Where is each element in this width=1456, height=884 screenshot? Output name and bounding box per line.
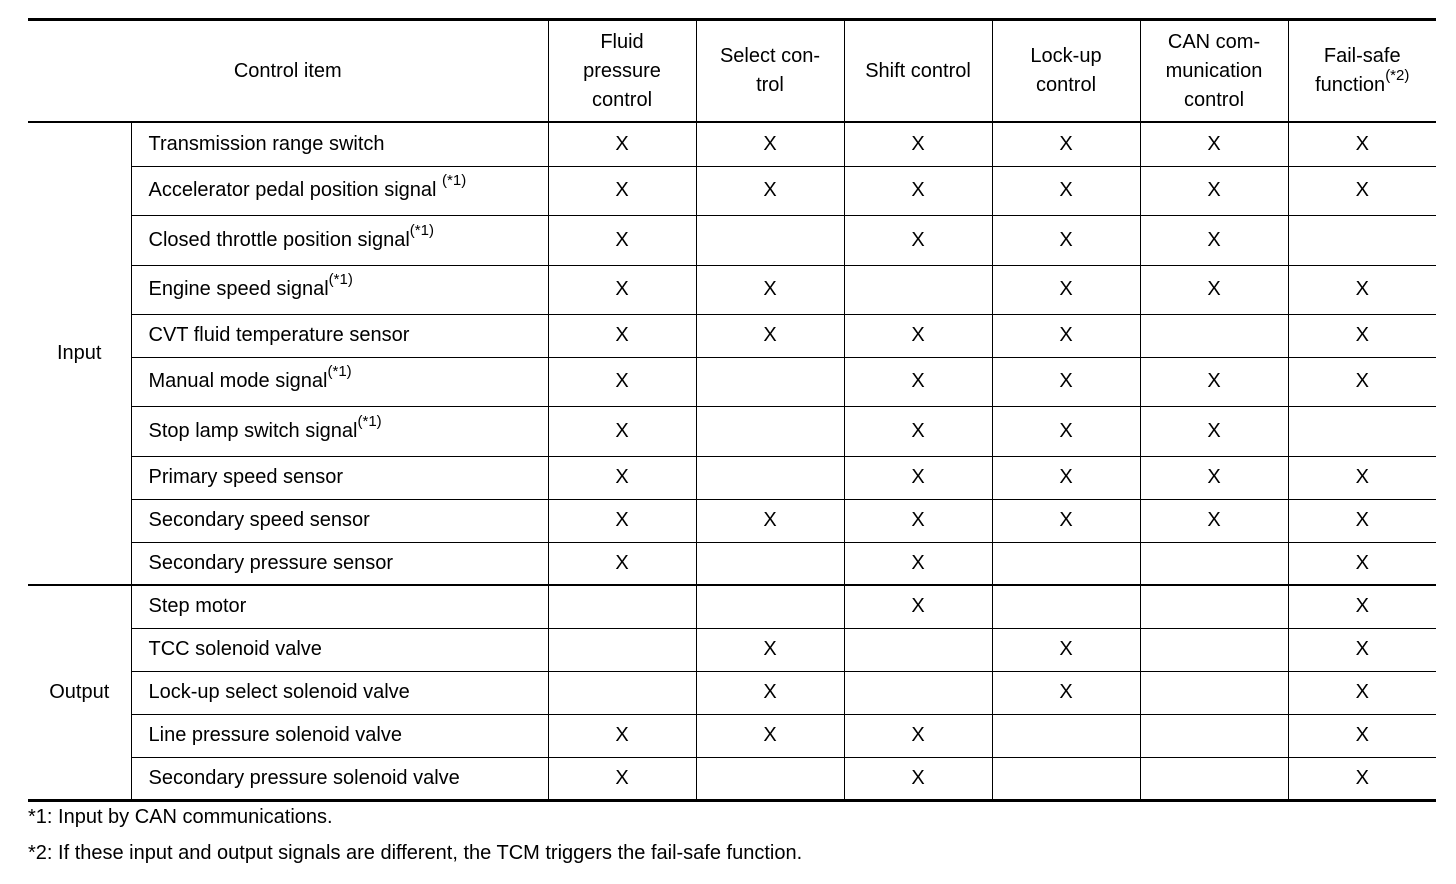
mark-cell	[992, 215, 1140, 265]
control-item-table	[28, 18, 1436, 802]
x-mark: X	[615, 132, 629, 155]
x-mark: X	[911, 228, 925, 251]
mark-cell	[1140, 166, 1288, 215]
x-mark: X	[911, 766, 925, 789]
mark-cell	[1140, 757, 1288, 800]
x-mark: X	[615, 466, 629, 488]
mark-cell	[696, 406, 844, 456]
mark-cell	[696, 215, 844, 265]
control-item-cell	[131, 215, 548, 265]
mark-cell	[696, 456, 844, 499]
mark-cell	[548, 166, 696, 215]
header-column-6-line-1: Fail-safe	[1323, 45, 1401, 67]
mark-cell	[548, 357, 696, 406]
mark-cell	[1288, 585, 1436, 628]
mark-cell	[1140, 714, 1288, 757]
table-row	[28, 166, 1436, 215]
control-item-text: Step motor	[148, 595, 247, 618]
table-row	[28, 628, 1436, 671]
x-mark: X	[763, 278, 777, 300]
header-column-1-line-1: Fluid	[600, 30, 644, 53]
table-body	[28, 122, 1436, 800]
x-mark: X	[1207, 228, 1221, 251]
control-item-cell	[131, 757, 548, 800]
mark-cell	[548, 757, 696, 800]
table-row	[28, 585, 1436, 628]
x-mark: X	[1355, 278, 1369, 300]
x-mark: X	[1059, 324, 1073, 346]
mark-cell	[548, 314, 696, 357]
mark-cell	[844, 265, 992, 314]
table-row	[28, 122, 1436, 166]
table-row	[28, 671, 1436, 714]
table-row	[28, 456, 1436, 499]
control-item-cell	[131, 628, 548, 671]
mark-cell	[1140, 585, 1288, 628]
mark-cell	[992, 714, 1140, 757]
mark-cell	[844, 542, 992, 585]
mark-cell	[1140, 628, 1288, 671]
table-row	[28, 314, 1436, 357]
x-mark: X	[911, 419, 925, 442]
control-item-cell	[131, 265, 548, 314]
control-item-cell	[131, 714, 548, 757]
x-mark: X	[1207, 419, 1221, 442]
mark-cell	[548, 406, 696, 456]
header-column-6-line-2	[1289, 67, 1437, 100]
mark-cell	[844, 499, 992, 542]
x-mark: X	[1355, 766, 1369, 789]
mark-cell	[696, 166, 844, 215]
x-mark: X	[1355, 638, 1369, 660]
control-item-text: Closed throttle position signal	[148, 228, 410, 251]
x-mark: X	[1059, 228, 1073, 251]
mark-cell	[992, 671, 1140, 714]
x-mark: X	[1059, 419, 1073, 442]
x-mark: X	[615, 179, 629, 201]
x-mark: X	[615, 551, 629, 574]
x-mark: X	[763, 132, 777, 155]
header-column-3-line-1: Shift control	[865, 59, 971, 82]
x-mark: X	[1059, 370, 1073, 392]
footnote-2: *2: If these input and output signals are different, the TCM triggers the fail-safe function.	[28, 842, 803, 864]
x-mark: X	[911, 466, 925, 488]
mark-cell	[844, 122, 992, 166]
footnote-ref: (*1)	[409, 221, 434, 239]
x-mark: X	[1355, 509, 1369, 531]
control-table-container	[28, 18, 1436, 802]
x-mark: X	[1355, 179, 1369, 201]
header-column-6	[1288, 20, 1436, 123]
x-mark: X	[1059, 509, 1073, 531]
mark-cell	[844, 714, 992, 757]
mark-cell	[696, 314, 844, 357]
mark-cell	[1140, 406, 1288, 456]
x-mark: X	[1059, 638, 1073, 660]
control-item-text: TCC solenoid valve	[148, 638, 322, 660]
mark-cell	[992, 499, 1140, 542]
control-item-cell	[131, 122, 548, 166]
x-mark: X	[615, 419, 629, 442]
mark-cell	[696, 714, 844, 757]
x-mark: X	[615, 278, 629, 300]
x-mark: X	[911, 724, 925, 746]
header-column-4-line-2: control	[1035, 74, 1097, 96]
mark-cell	[1288, 122, 1436, 166]
header-column-4	[992, 20, 1140, 123]
mark-cell	[548, 215, 696, 265]
control-item-text: Engine speed signal	[148, 278, 329, 300]
mark-cell	[844, 215, 992, 265]
header-column-1-line-2: pressure	[583, 59, 661, 82]
header-control-item: Control item	[28, 20, 548, 123]
mark-cell	[1140, 499, 1288, 542]
mark-cell	[1288, 542, 1436, 585]
footnote-ref: (*1)	[327, 363, 352, 381]
header-column-5-line-1: CAN com-	[1167, 30, 1261, 53]
mark-cell	[844, 314, 992, 357]
mark-cell	[844, 671, 992, 714]
mark-cell	[844, 757, 992, 800]
mark-cell	[1288, 265, 1436, 314]
header-footnote-ref: (*2)	[1385, 67, 1410, 85]
x-mark: X	[615, 509, 629, 531]
mark-cell	[1288, 314, 1436, 357]
control-item-cell	[131, 671, 548, 714]
table-row	[28, 215, 1436, 265]
x-mark: X	[763, 724, 777, 746]
x-mark: X	[911, 509, 925, 531]
x-mark: X	[1355, 324, 1369, 346]
mark-cell	[1140, 357, 1288, 406]
x-mark: X	[763, 179, 777, 201]
x-mark: X	[763, 638, 777, 660]
mark-cell	[548, 671, 696, 714]
x-mark: X	[1059, 466, 1073, 488]
mark-cell	[844, 585, 992, 628]
x-mark: X	[911, 132, 925, 155]
table-row	[28, 265, 1436, 314]
x-mark: X	[1207, 179, 1221, 201]
control-item-text: Secondary pressure sensor	[148, 551, 394, 574]
mark-cell	[992, 166, 1140, 215]
x-mark: X	[615, 324, 629, 346]
x-mark: X	[1355, 370, 1369, 392]
mark-cell	[992, 757, 1140, 800]
mark-cell	[696, 122, 844, 166]
header-column-2	[696, 20, 844, 123]
header-column-2-line-1: Select con-	[719, 45, 821, 67]
x-mark: X	[615, 766, 629, 789]
mark-cell	[1288, 406, 1436, 456]
mark-cell	[992, 406, 1140, 456]
control-item-text: Primary speed sensor	[148, 466, 344, 488]
x-mark: X	[1207, 509, 1221, 531]
control-item-cell	[131, 406, 548, 456]
mark-cell	[548, 122, 696, 166]
control-item-text: Transmission range switch	[148, 132, 385, 155]
x-mark: X	[1059, 681, 1073, 703]
mark-cell	[696, 499, 844, 542]
mark-cell	[1288, 499, 1436, 542]
mark-cell	[992, 265, 1140, 314]
x-mark: X	[1355, 681, 1369, 703]
x-mark: X	[615, 228, 629, 251]
footnote-ref: (*1)	[357, 412, 382, 430]
control-item-cell	[131, 542, 548, 585]
header-column-5-line-2: munication	[1165, 59, 1263, 82]
x-mark: X	[763, 509, 777, 531]
table-row	[28, 542, 1436, 585]
mark-cell	[696, 265, 844, 314]
mark-cell	[548, 585, 696, 628]
group-label-output: Output	[28, 585, 131, 800]
control-item-cell	[131, 456, 548, 499]
footnote-ref: (*1)	[442, 172, 467, 190]
x-mark: X	[911, 551, 925, 574]
mark-cell	[1140, 314, 1288, 357]
x-mark: X	[1355, 595, 1369, 618]
x-mark: X	[1355, 551, 1369, 574]
mark-cell	[1288, 215, 1436, 265]
mark-cell	[1288, 714, 1436, 757]
x-mark: X	[763, 324, 777, 346]
x-mark: X	[1355, 724, 1369, 746]
mark-cell	[1140, 671, 1288, 714]
mark-cell	[696, 357, 844, 406]
mark-cell	[992, 628, 1140, 671]
mark-cell	[992, 585, 1140, 628]
mark-cell	[1288, 757, 1436, 800]
mark-cell	[844, 166, 992, 215]
x-mark: X	[1059, 179, 1073, 201]
x-mark: X	[1355, 466, 1369, 488]
table-row	[28, 406, 1436, 456]
mark-cell	[696, 542, 844, 585]
control-item-cell	[131, 314, 548, 357]
control-item-text: Secondary speed sensor	[148, 509, 370, 531]
header-column-5-line-3: control	[1183, 88, 1245, 111]
mark-cell	[1140, 122, 1288, 166]
mark-cell	[696, 671, 844, 714]
mark-cell	[1288, 166, 1436, 215]
mark-cell	[548, 714, 696, 757]
x-mark: X	[763, 681, 777, 703]
x-mark: X	[1207, 278, 1221, 300]
x-mark: X	[911, 595, 925, 618]
x-mark: X	[1355, 132, 1369, 155]
mark-cell	[1288, 357, 1436, 406]
control-item-cell	[131, 585, 548, 628]
control-item-text: Stop lamp switch signal	[148, 419, 358, 442]
mark-cell	[844, 406, 992, 456]
mark-cell	[992, 314, 1140, 357]
header-column-2-line-2: trol	[756, 74, 784, 96]
control-item-text: Line pressure solenoid valve	[148, 724, 402, 746]
mark-cell	[844, 456, 992, 499]
table-row	[28, 757, 1436, 800]
mark-cell	[548, 456, 696, 499]
control-item-cell	[131, 166, 548, 215]
mark-cell	[992, 456, 1140, 499]
mark-cell	[992, 357, 1140, 406]
table-row	[28, 714, 1436, 757]
footnote-ref: (*1)	[328, 271, 353, 289]
x-mark: X	[1059, 132, 1073, 155]
mark-cell	[992, 122, 1140, 166]
control-item-text: Secondary pressure solenoid valve	[148, 766, 460, 789]
control-item-cell	[131, 357, 548, 406]
mark-cell	[844, 628, 992, 671]
table-row	[28, 499, 1436, 542]
x-mark: X	[1207, 370, 1221, 392]
table-row	[28, 357, 1436, 406]
header-column-3	[844, 20, 992, 123]
mark-cell	[1140, 265, 1288, 314]
x-mark: X	[911, 179, 925, 201]
x-mark: X	[1207, 466, 1221, 488]
x-mark: X	[615, 370, 629, 392]
mark-cell	[992, 542, 1140, 585]
x-mark: X	[911, 370, 925, 392]
footnote-1: *1: Input by CAN communications.	[28, 806, 333, 828]
mark-cell	[696, 585, 844, 628]
header-column-4-line-1: Lock-up	[1030, 45, 1102, 67]
mark-cell	[1288, 628, 1436, 671]
header-column-1	[548, 20, 696, 123]
control-item-text: Lock-up select solenoid valve	[148, 681, 410, 703]
header-column-1-line-3: control	[591, 88, 653, 111]
mark-cell	[548, 628, 696, 671]
x-mark: X	[615, 724, 629, 746]
mark-cell	[548, 265, 696, 314]
x-mark: X	[1059, 278, 1073, 300]
group-label-input: Input	[28, 122, 131, 585]
mark-cell	[548, 499, 696, 542]
header-column-5	[1140, 20, 1288, 123]
header-column-6-text: function	[1315, 74, 1386, 96]
x-mark: X	[911, 324, 925, 346]
mark-cell	[1140, 456, 1288, 499]
mark-cell	[1288, 456, 1436, 499]
control-item-text: Accelerator pedal position signal	[148, 179, 443, 201]
mark-cell	[548, 542, 696, 585]
mark-cell	[1140, 215, 1288, 265]
control-item-text: CVT fluid temperature sensor	[148, 324, 410, 346]
mark-cell	[696, 628, 844, 671]
table-header-row	[28, 20, 1436, 123]
mark-cell	[844, 357, 992, 406]
mark-cell	[1288, 671, 1436, 714]
mark-cell	[1140, 542, 1288, 585]
control-item-text: Manual mode signal	[148, 370, 328, 392]
mark-cell	[696, 757, 844, 800]
x-mark: X	[1207, 132, 1221, 155]
control-item-cell	[131, 499, 548, 542]
